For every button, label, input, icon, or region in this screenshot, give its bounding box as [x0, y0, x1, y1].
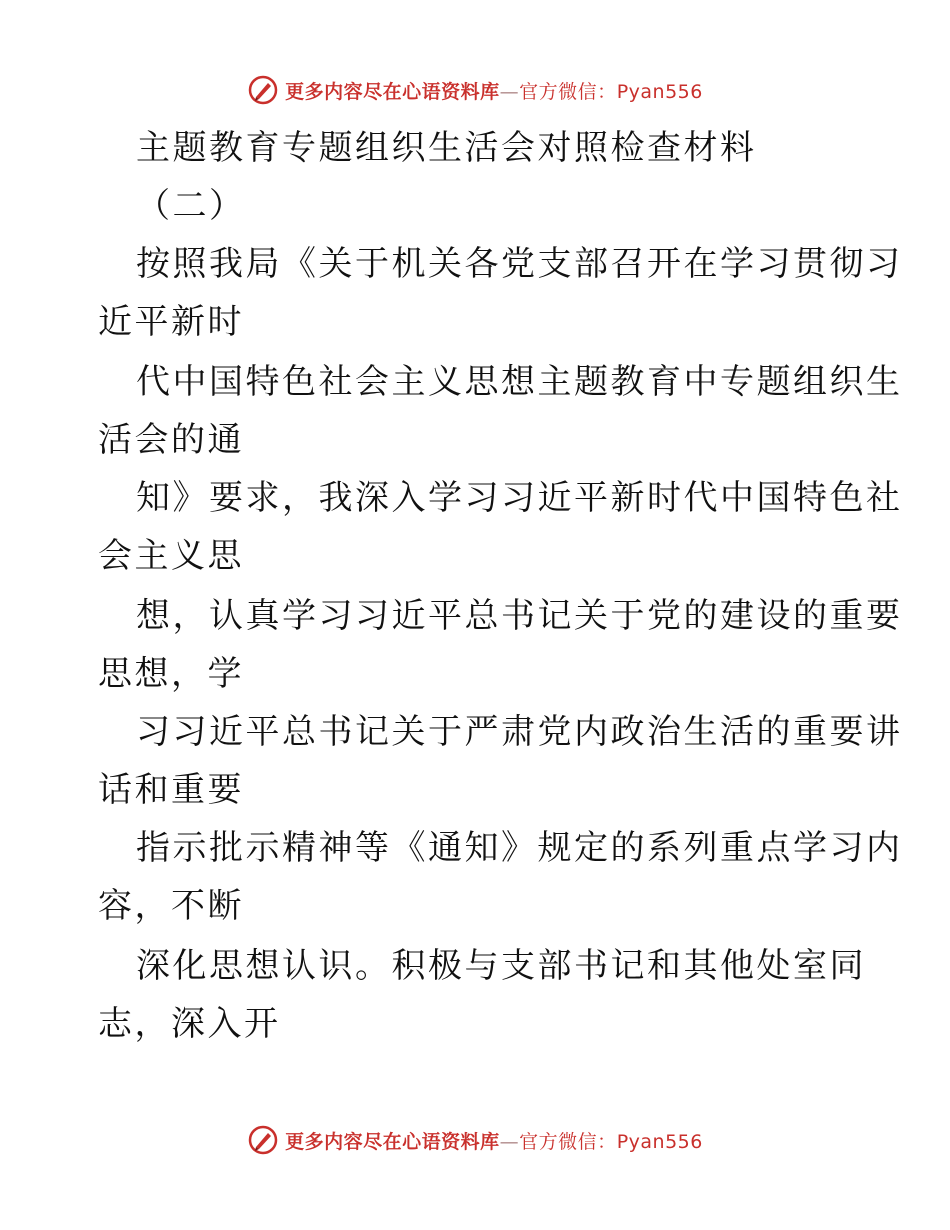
text-line: 会主义思 [98, 536, 244, 576]
watermark-wechat-id: Pyan556 [616, 80, 703, 103]
text-line: 想，认真学习习近平总书记关于党的建设的重要 [136, 596, 903, 636]
text-line: 容，不断 [98, 886, 244, 926]
watermark-main: 更多内容尽在心语资料库 [285, 80, 500, 103]
watermark-wechat-label: 官方微信： [519, 1130, 617, 1153]
watermark-text [285, 1127, 703, 1154]
text-line: 志，深入开 [98, 1004, 281, 1044]
text-line: 知》要求，我深入学习习近平新时代中国特色社 [136, 478, 903, 518]
text-line: 按照我局《关于机关各党支部召开在学习贯彻习 [136, 244, 903, 284]
text-line: 近平新时 [98, 302, 244, 342]
document-subtitle: （二） [136, 186, 246, 226]
text-line: 话和重要 [98, 770, 244, 810]
pen-seal-icon [247, 74, 279, 106]
text-line: 思想，学 [98, 654, 244, 694]
watermark-header [0, 70, 950, 110]
watermark-dash: — [499, 80, 520, 103]
text-line: 活会的通 [98, 420, 244, 460]
watermark-dash: — [499, 1130, 520, 1153]
text-line: 代中国特色社会主义思想主题教育中专题组织生 [136, 362, 903, 402]
pen-seal-icon [247, 1124, 279, 1156]
text-line: 习习近平总书记关于严肃党内政治生活的重要讲 [136, 712, 903, 752]
watermark-wechat-label: 官方微信： [519, 80, 617, 103]
document-title: 主题教育专题组织生活会对照检查材料 [136, 128, 757, 168]
watermark-footer [0, 1120, 950, 1160]
watermark-text [285, 77, 703, 104]
text-line: 深化思想认识。积极与支部书记和其他处室同 [136, 946, 866, 986]
watermark-main: 更多内容尽在心语资料库 [285, 1130, 500, 1153]
text-line: 指示批示精神等《通知》规定的系列重点学习内 [136, 828, 903, 868]
watermark-wechat-id: Pyan556 [616, 1130, 703, 1153]
